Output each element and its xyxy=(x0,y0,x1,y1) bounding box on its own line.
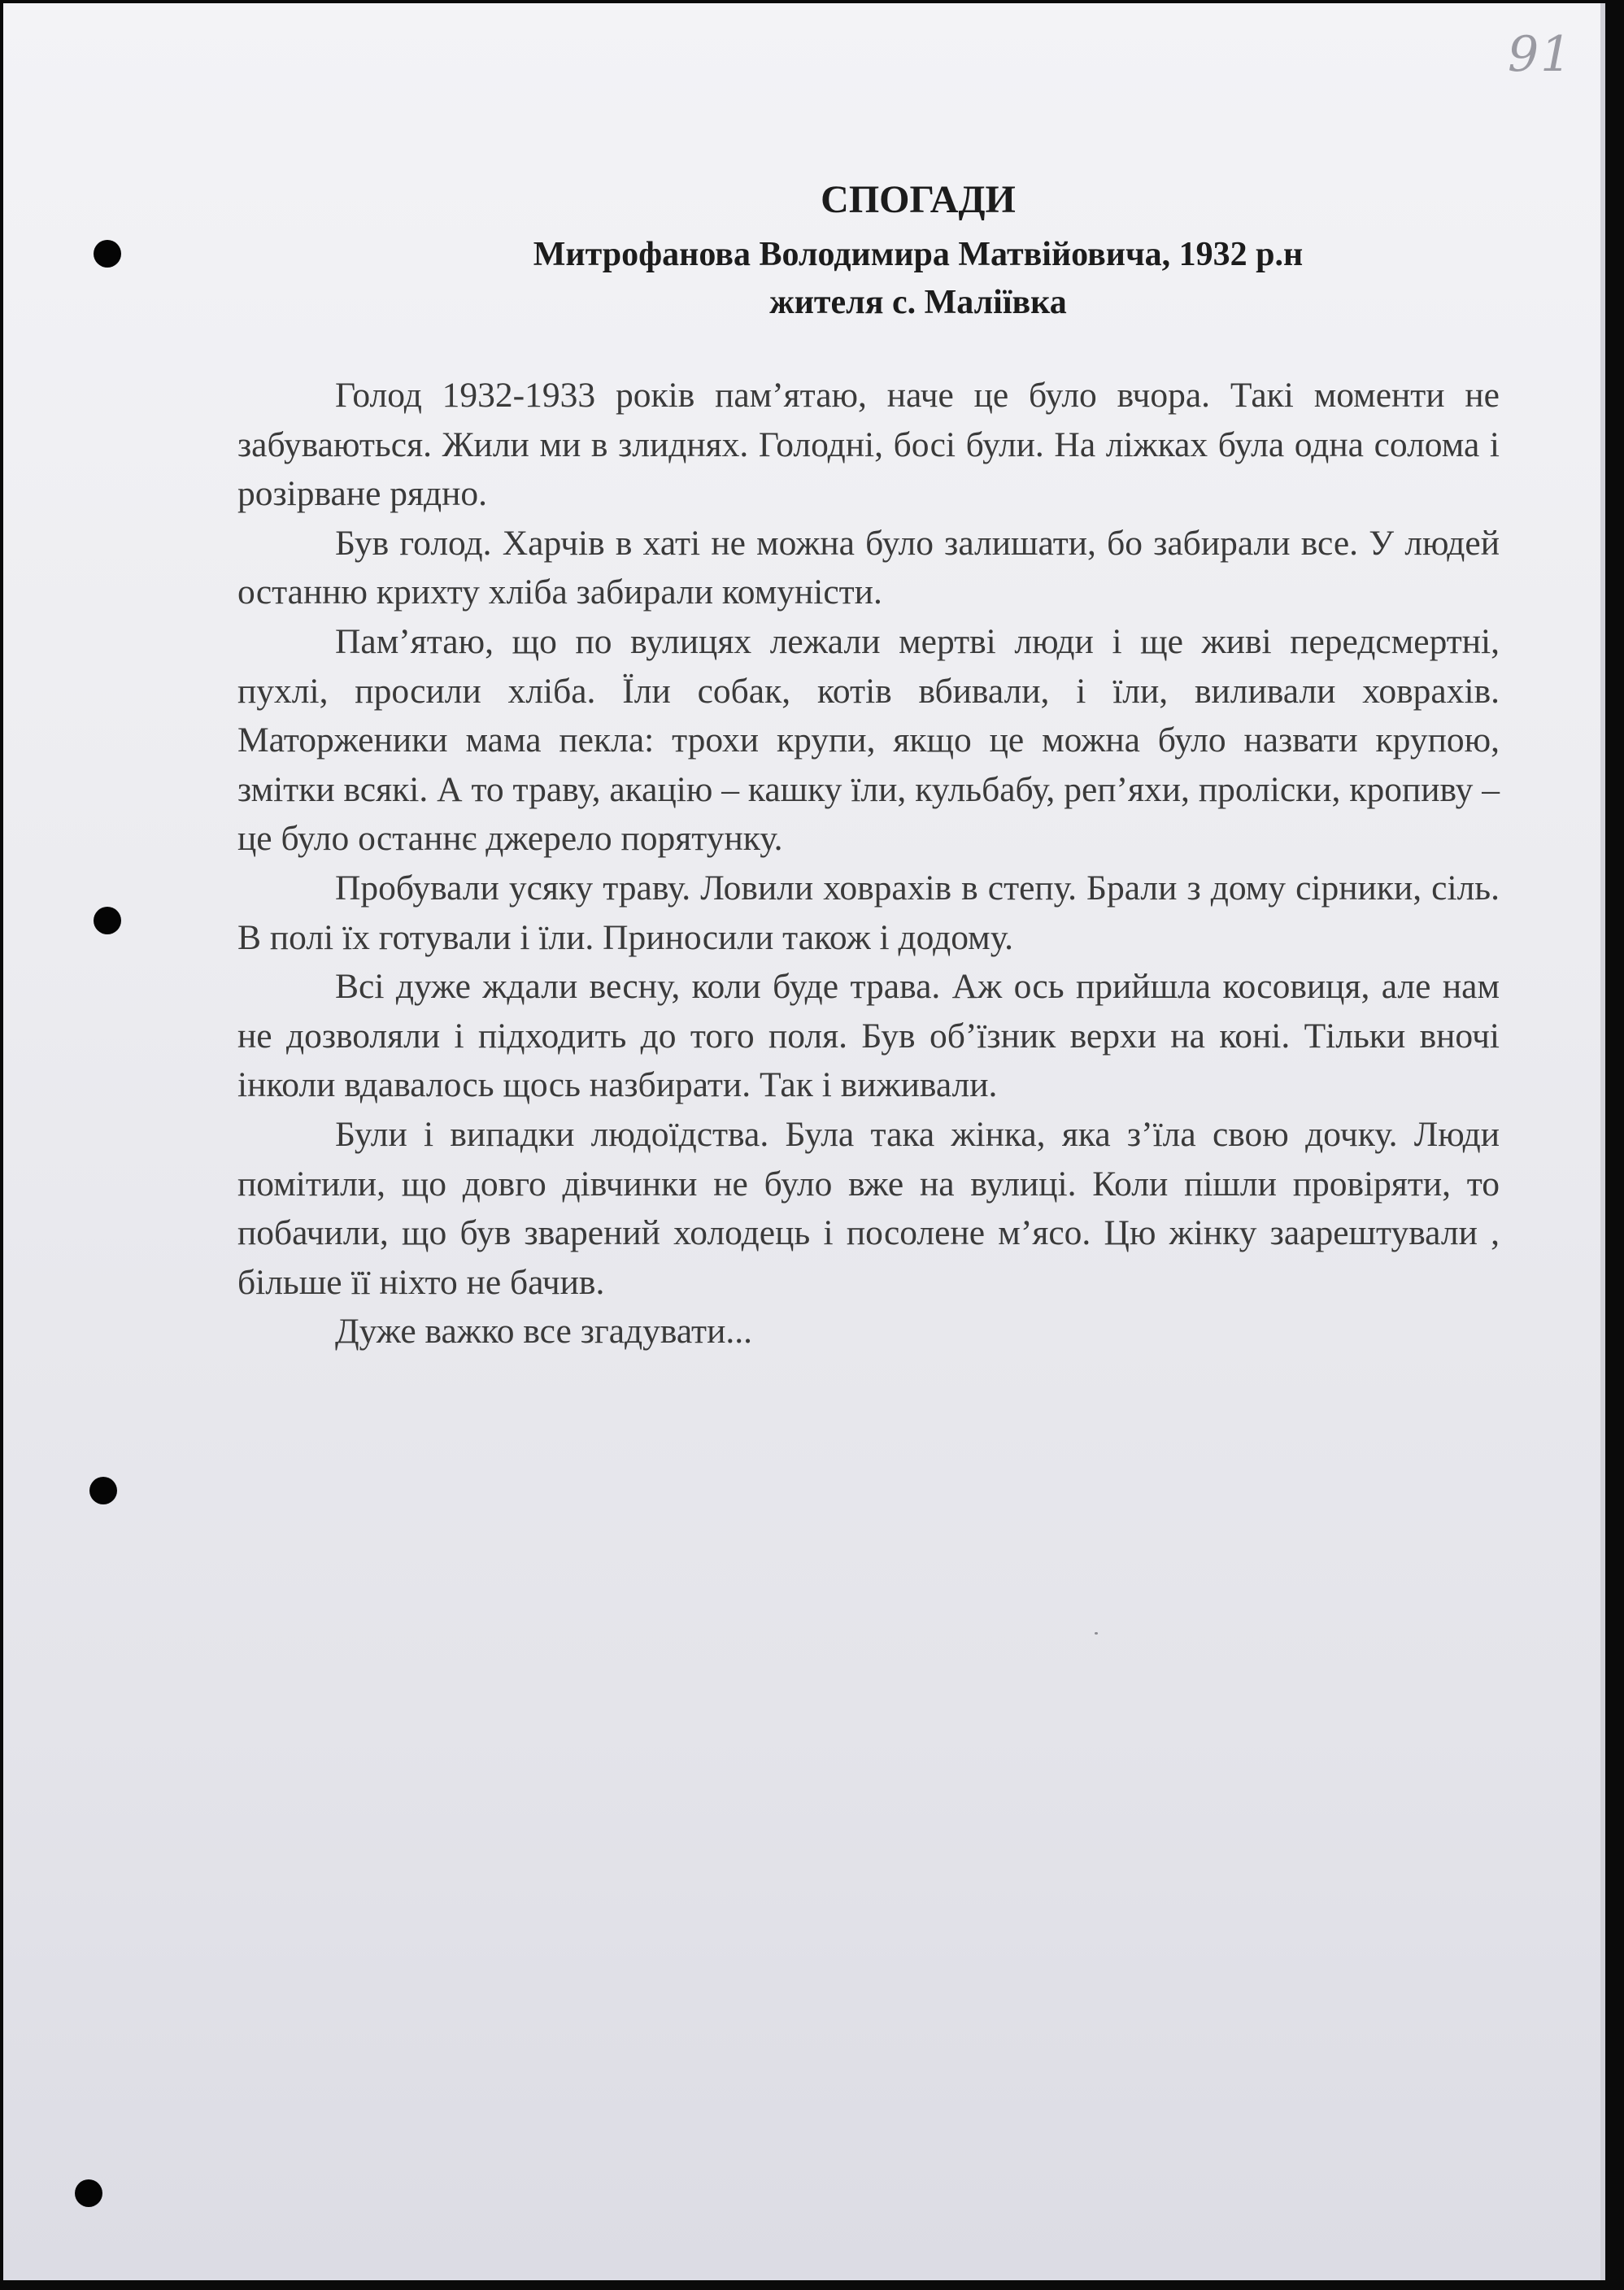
document-subtitle: Митрофанова Володимира Матвійовича, 1932 р.н xyxy=(533,236,1304,273)
punch-hole xyxy=(94,240,121,268)
paragraph: Всі дуже ждали весну, коли буде трава. Аж ось прийшла косовиця, але нам не дозволяли і підходить до того поля. Був об’їзник верхи на коні. Тільки вночі інколи вдавалось щось назбирати. Так і виживали. xyxy=(237,967,1500,1105)
paragraph: Пробували усяку траву. Ловили ховрахів в степу. Брали з дому сірники, сіль. В полі їх готували і їли. Приносили також і додому. xyxy=(237,868,1500,957)
paragraph: Пам’ятаю, що по вулицях лежали мертві люди і ще живі передсмертні, пухлі, просили хліба. Їли собак, котів вбивали, і їли, виливали ховрахів. Маторженики мама пекла: трохи крупи, якщо це можна було назвати крупою, змітки всякі. А то траву, акацію – кашку їли, кульбабу, реп’яхи, проліски, кропиву – це було останнє джерело порятунку. xyxy=(237,621,1500,859)
punch-hole xyxy=(75,2179,102,2207)
punch-hole xyxy=(94,907,121,934)
document-title: СПОГАДИ xyxy=(821,178,1016,221)
paper-sheet xyxy=(3,3,1605,2280)
document-header xyxy=(247,174,1589,327)
paragraph: Був голод. Харчів в хаті не можна було залишати, бо забирали все. У людей останню крихту хліба забирали комуністи. xyxy=(237,523,1500,612)
memoir-text xyxy=(237,371,1500,1356)
paragraph: Голод 1932-1933 років пам’ятаю, наче це було вчора. Такі моменти не забуваються. Жили ми в злиднях. Голодні, босі були. На ліжках була одна солома і розірване рядно. xyxy=(237,376,1500,514)
document-place: жителя с. Маліївка xyxy=(769,284,1067,321)
paper-speck xyxy=(1095,1632,1098,1635)
paragraph: Дуже важко все згадувати... xyxy=(335,1312,752,1352)
page-number: 91 xyxy=(1508,26,1574,83)
paragraph: Були і випадки людоїдства. Була така жінка, яка з’їла свою дочку. Люди помітили, що довго дівчинки не було вже на вулиці. Коли пішли провіряти, то побачили, що був зварений холодець і посолене м’ясо. Цю жінку заарештували , більше її ніхто не бачив. xyxy=(237,1114,1500,1302)
punch-hole xyxy=(89,1477,117,1504)
